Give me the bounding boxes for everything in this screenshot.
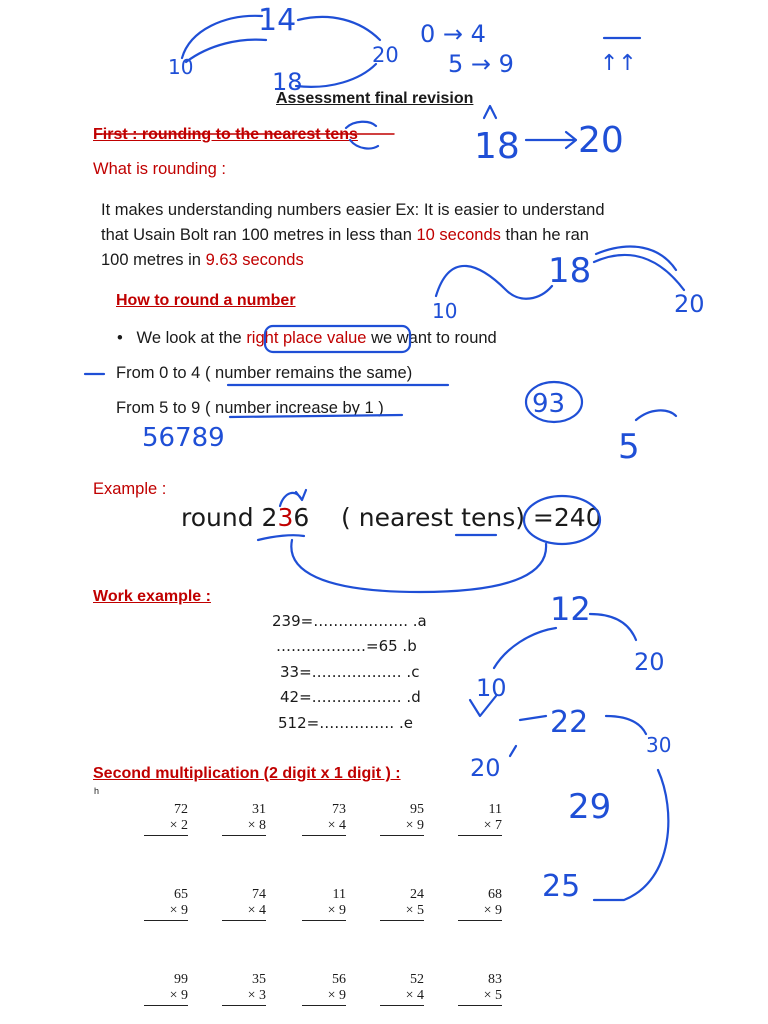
second-section-heading: Second multiplication (2 digit x 1 digit ) :	[93, 765, 401, 782]
work-item: 239=………………. .a	[272, 612, 427, 630]
tick-20	[510, 746, 516, 756]
wave-right-upper	[596, 247, 676, 270]
sequence-0-to-4: 0 → 4	[420, 20, 486, 48]
what-is-rounding-label: What is rounding :	[93, 160, 226, 178]
handwritten-20-diag: 20	[634, 648, 665, 676]
multiplication-problem	[144, 972, 188, 1006]
handwritten-12: 12	[550, 590, 591, 628]
multiplier: × 4	[302, 818, 346, 836]
bullet-text: We look at the	[136, 329, 247, 347]
multiplicand: 68	[488, 887, 502, 902]
multiplier: × 4	[380, 988, 424, 1006]
multiplication-problem	[458, 887, 502, 921]
multiplication-problem	[302, 802, 346, 836]
work-item: 42=……………… .d	[280, 688, 421, 706]
example-text: 6	[293, 503, 310, 532]
multiplicand: 99	[174, 972, 188, 987]
stray-mark: h	[94, 786, 100, 796]
curves-22	[520, 716, 646, 734]
handwritten-25: 25	[542, 869, 581, 904]
handwritten-20-wave: 20	[674, 290, 705, 318]
handwritten-10-wave: 10	[432, 299, 458, 323]
curve-30-to-25	[594, 770, 668, 900]
multiplication-problem	[458, 802, 502, 836]
curve-12-to-10	[494, 628, 556, 668]
arc-10-to-14-lower	[186, 40, 266, 62]
wave-right	[594, 255, 684, 290]
intro-line-2	[101, 223, 605, 248]
handwritten-20: 20	[372, 43, 399, 67]
multiplier: × 9	[380, 818, 424, 836]
multiplicand: 24	[410, 887, 424, 902]
handwritten-digits: 56789	[142, 423, 225, 453]
circle-93	[526, 382, 582, 422]
curve-12-to-20	[590, 614, 636, 640]
multiplicand: 52	[410, 972, 424, 987]
multiplication-problem	[302, 887, 346, 921]
multiplier: × 8	[222, 818, 266, 836]
multiplication-problem	[144, 802, 188, 836]
multiplication-problem	[380, 887, 424, 921]
handwritten-10: 10	[168, 55, 194, 79]
multiplicand: 83	[488, 972, 502, 987]
handwritten-arrows: ↑↑	[600, 51, 637, 76]
handwritten-18-wave: 18	[548, 251, 592, 291]
caret-mark	[484, 106, 496, 118]
multiplication-problem	[380, 802, 424, 836]
multiplier: × 9	[302, 903, 346, 921]
how-to-round-heading: How to round a number	[116, 292, 296, 309]
multiplier: × 9	[144, 903, 188, 921]
multiplication-problem	[302, 972, 346, 1006]
work-item: ………………=65 .b	[276, 637, 417, 655]
example-result: ( nearest tens) =240	[341, 503, 602, 532]
multiplicand: 11	[332, 887, 346, 902]
multiplicand: 72	[174, 802, 188, 817]
multiplication-problem	[144, 887, 188, 921]
intro-text: than he ran	[500, 226, 589, 244]
bullet-dot: •	[117, 329, 123, 347]
intro-line-3	[101, 248, 605, 273]
underline-236	[258, 535, 304, 540]
work-item: 33=……………… .c	[280, 663, 420, 681]
handwritten-29: 29	[568, 787, 612, 827]
handwritten-14: 14	[258, 3, 297, 38]
bullet-text: we want to round	[366, 329, 497, 347]
multiplier: × 9	[458, 903, 502, 921]
multiplicand: 31	[252, 802, 266, 817]
example-text: round 2	[181, 503, 278, 532]
multiplier: × 5	[458, 988, 502, 1006]
sequence-5-to-9: 5 → 9	[448, 50, 514, 78]
handwritten-18: 18	[272, 68, 303, 96]
work-item: 512=…………… .e	[278, 714, 413, 732]
handwritten-93: 93	[532, 389, 566, 419]
multiplier: × 7	[458, 818, 502, 836]
rule-5-to-9: From 5 to 9 ( number increase by 1 )	[116, 399, 384, 417]
page-title: Assessment final revision	[276, 90, 474, 107]
arrow-18-to-20	[526, 132, 576, 148]
intro-text: that Usain Bolt ran 100 metres in less than	[101, 226, 417, 244]
multiplier: × 5	[380, 903, 424, 921]
arc-18-to-20	[296, 64, 376, 87]
highlight-9-63-seconds: 9.63 seconds	[205, 251, 304, 269]
right-place-value-highlight: right place value	[246, 329, 367, 347]
first-section-heading: First : rounding to the nearest tens	[93, 126, 358, 143]
multiplicand: 11	[488, 802, 502, 817]
handwritten-18-arrow: 18	[474, 126, 520, 167]
multiplication-problem	[222, 972, 266, 1006]
intro-paragraph	[101, 198, 605, 273]
multiplicand: 65	[174, 887, 188, 902]
work-example-heading: Work example :	[93, 588, 211, 605]
multiplicand: 73	[332, 802, 346, 817]
handwritten-20-lower: 20	[470, 754, 501, 782]
handwritten-30: 30	[646, 733, 672, 757]
multiplier: × 9	[144, 988, 188, 1006]
checkmark	[470, 696, 496, 716]
multiplicand: 56	[332, 972, 346, 987]
multiplier: × 2	[144, 818, 188, 836]
arc-14-to-20	[298, 17, 380, 40]
multiplicand: 95	[410, 802, 424, 817]
intro-text: 100 metres in	[101, 251, 206, 269]
multiplication-problem	[222, 887, 266, 921]
example-label: Example :	[93, 480, 167, 498]
loop-under-example	[291, 540, 546, 592]
multiplicand: 35	[252, 972, 266, 987]
intro-line-1: It makes understanding numbers easier Ex: It is easier to understand	[101, 201, 605, 219]
multiplication-problem	[380, 972, 424, 1006]
multiplier: × 4	[222, 903, 266, 921]
example-tens-digit: 3	[277, 503, 294, 532]
multiplier: × 3	[222, 988, 266, 1006]
rule-0-to-4: From 0 to 4 ( number remains the same)	[116, 364, 413, 382]
multiplication-problem	[222, 802, 266, 836]
arc-10-to-14	[182, 16, 262, 58]
bullet-point	[117, 326, 497, 351]
handwritten-10-diag: 10	[476, 674, 507, 702]
stroke-5-top	[636, 410, 676, 420]
handwritten-20-arrow: 20	[578, 120, 624, 161]
multiplication-problem	[458, 972, 502, 1006]
multiplicand: 74	[252, 887, 266, 902]
highlight-10-seconds: 10 seconds	[416, 226, 501, 244]
example-expression	[181, 503, 602, 532]
handwritten-5: 5	[618, 427, 640, 467]
multiplier: × 9	[302, 988, 346, 1006]
handwritten-22: 22	[550, 705, 589, 740]
